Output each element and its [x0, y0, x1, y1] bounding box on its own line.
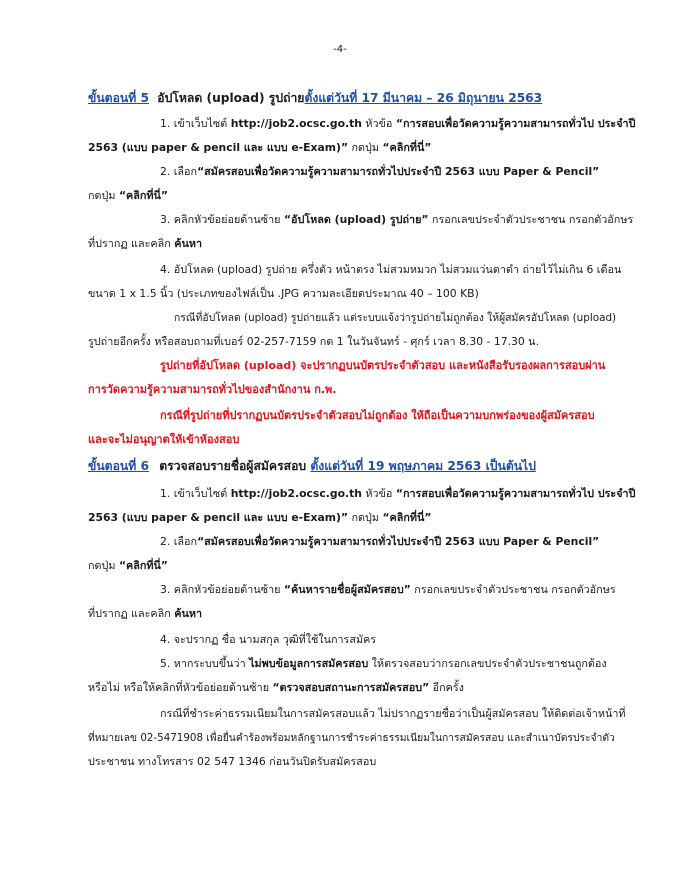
page-number: -4-	[333, 44, 347, 55]
item-text: อีกครั้ง	[429, 681, 464, 694]
step-6-title: ตรวจสอบรายชื่อผู้สมัครสอบ	[159, 459, 307, 473]
item-text: 3. คลิกหัวข้อย่อยด้านซ้าย	[160, 213, 284, 226]
step-6-item-2-cont	[88, 556, 168, 576]
step-6-item-3	[160, 580, 616, 600]
item-text: หรือไม่ หรือให้คลิกที่หัวข้อย่อยด้านซ้าย	[88, 681, 273, 694]
search-label: ค้นหา	[174, 237, 203, 250]
step-5-warning-2-cont: และจะไม่อนุญาตให้เข้าห้องสอบ	[88, 433, 240, 446]
step-5-date: ตั้งแต่วันที่ 17 มีนาคม – 26 มิถุนายน 2563	[304, 91, 543, 105]
topic-text: 2563 (แบบ paper & pencil และ แบบ e-Exam)”	[88, 141, 349, 154]
click-label: “คลิกที่นี่”	[118, 189, 169, 202]
item-text: หัวข้อ	[361, 487, 396, 500]
website-url: http://job2.ocsc.go.th	[230, 117, 362, 130]
click-label: “คลิกที่นี่”	[382, 141, 432, 154]
step-6-item-3-cont	[88, 604, 202, 624]
step-5-item-2-cont	[88, 186, 168, 206]
menu-label: “อัปโหลด (upload) รูปถ่าย”	[283, 213, 429, 226]
step-6-item-5-cont	[88, 678, 464, 698]
not-found-label: ไม่พบข้อมูลการสมัครสอบ	[249, 657, 369, 670]
step-5-warning-1: รูปถ่ายที่อัปโหลด (upload) จะปรากฏบนบัตรประจำตัวสอบ และหนังสือรับรองผลการสอบผ่าน	[160, 359, 606, 372]
item-text: 1. เข้าเว็บไซต์	[160, 487, 231, 500]
item-text: กดปุ่ม	[88, 559, 119, 572]
item-text: 1. เข้าเว็บไซต์	[160, 117, 231, 130]
step-5-warning-1-cont: การวัดความรู้ความสามารถทั่วไปของสำนักงาน ก.พ.	[88, 383, 337, 396]
step-5-item-4-cont: ขนาด 1 x 1.5 นิ้ว (ประเภทของไฟล์เป็น .JPG ความละเอียดประมาณ 40 – 100 KB)	[88, 287, 479, 300]
item-text: 2. เลือก	[160, 535, 198, 548]
step-5-note: กรณีที่อัปโหลด (upload) รูปถ่ายแล้ว แต่ระบบแจ้งว่ารูปถ่ายไม่ถูกต้อง ให้ผู้สมัครอัปโหลด (upload)	[174, 312, 617, 324]
menu-label: “ตรวจสอบสถานะการสมัครสอบ”	[272, 681, 430, 694]
selection-text: “สมัครสอบเพื่อวัดความรู้ความสามารถทั่วไปประจำปี 2563 แบบ Paper & Pencil”	[197, 535, 600, 548]
website-url: http://job2.ocsc.go.th	[230, 487, 362, 500]
step-5-item-1	[160, 114, 635, 134]
item-text: 2. เลือก	[160, 165, 198, 178]
click-label: “คลิกที่นี่”	[118, 559, 169, 572]
item-text: กดปุ่ม	[348, 141, 383, 154]
step-6-note: กรณีที่ชำระค่าธรรมเนียมในการสมัครสอบแล้ว ไม่ปรากฏรายชื่อว่าเป็นผู้สมัครสอบ ให้ติดต่อเจ้าหน้าที่	[160, 707, 626, 720]
search-label: ค้นหา	[174, 607, 203, 620]
step-5-item-4: 4. อัปโหลด (upload) รูปถ่าย ครึ่งตัว หน้าตรง ไม่สวมหมวก ไม่สวมแว่นตาดำ ถ่ายไว้ไม่เกิน 6 เดือน	[160, 263, 622, 276]
step-5-number: ขั้นตอนที่ 5	[88, 91, 149, 105]
item-text: ที่ปรากฏ และคลิก	[88, 237, 175, 250]
item-text: กดปุ่ม	[348, 511, 383, 524]
item-text: 5. หากระบบขึ้นว่า	[160, 657, 250, 670]
menu-label: “ค้นหารายชื่อผู้สมัครสอบ”	[283, 583, 411, 596]
step-6-item-4: 4. จะปรากฏ ชื่อ นามสกุล วุฒิที่ใช้ในการสมัคร	[160, 633, 377, 646]
step-6-item-2	[160, 532, 599, 552]
item-text: 3. คลิกหัวข้อย่อยด้านซ้าย	[160, 583, 284, 596]
topic-text: 2563 (แบบ paper & pencil และ แบบ e-Exam)”	[88, 511, 349, 524]
selection-text: “สมัครสอบเพื่อวัดความรู้ความสามารถทั่วไปประจำปี 2563 แบบ Paper & Pencil”	[197, 165, 600, 178]
step-6-note-cont-2: ประชาชน ทางโทรสาร 02 547 1346 ก่อนวันปิดรับสมัครสอบ	[88, 755, 377, 768]
step-5-title: อัปโหลด (upload) รูปถ่าย	[157, 91, 305, 105]
step-6-date: ตั้งแต่วันที่ 19 พฤษภาคม 2563 เป็นต้นไป	[310, 459, 536, 473]
step-5-item-3	[160, 210, 633, 230]
topic-text: “การสอบเพื่อวัดความรู้ความสามารถทั่วไป ประจำปี	[395, 117, 636, 130]
item-text: กรอกเลขประจำตัวประชาชน กรอกตัวอักษร	[428, 213, 634, 226]
item-text: กดปุ่ม	[88, 189, 119, 202]
step-5-warning-2: กรณีที่รูปถ่ายที่ปรากฏบนบัตรประจำตัวสอบไม่ถูกต้อง ให้ถือเป็นความบกพร่องของผู้สมัครสอบ	[160, 409, 595, 422]
step-6-item-1-cont	[88, 508, 432, 528]
step-6-item-5	[160, 654, 607, 674]
item-text: หัวข้อ	[361, 117, 396, 130]
item-text: ให้ตรวจสอบว่ากรอกเลขประจำตัวประชาชนถูกต้อง	[368, 657, 607, 670]
step-5-heading	[88, 88, 542, 108]
step-5-note-cont: รูปถ่ายอีกครั้ง หรือสอบถามที่เบอร์ 02-257-7159 กด 1 ในวันจันทร์ - ศุกร์ เวลา 8.30 - 17.30 น.	[88, 335, 539, 348]
click-label: “คลิกที่นี่”	[382, 511, 432, 524]
step-5-item-2	[160, 162, 599, 182]
step-6-heading	[88, 456, 536, 476]
step-6-note-cont-1: ที่หมายเลข 02-5471908 เพื่อยื่นคำร้องพร้อมหลักฐานการชำระค่าธรรมเนียมในการสมัครสอบ และสำเนาบัตรประจำตัว	[88, 732, 615, 744]
step-5-item-3-cont	[88, 234, 202, 254]
step-6-item-1	[160, 484, 635, 504]
item-text: กรอกเลขประจำตัวประชาชน กรอกตัวอักษร	[410, 583, 616, 596]
step-5-item-1-cont	[88, 138, 432, 158]
topic-text: “การสอบเพื่อวัดความรู้ความสามารถทั่วไป ประจำปี	[395, 487, 636, 500]
item-text: ที่ปรากฏ และคลิก	[88, 607, 175, 620]
step-6-number: ขั้นตอนที่ 6	[88, 459, 149, 473]
